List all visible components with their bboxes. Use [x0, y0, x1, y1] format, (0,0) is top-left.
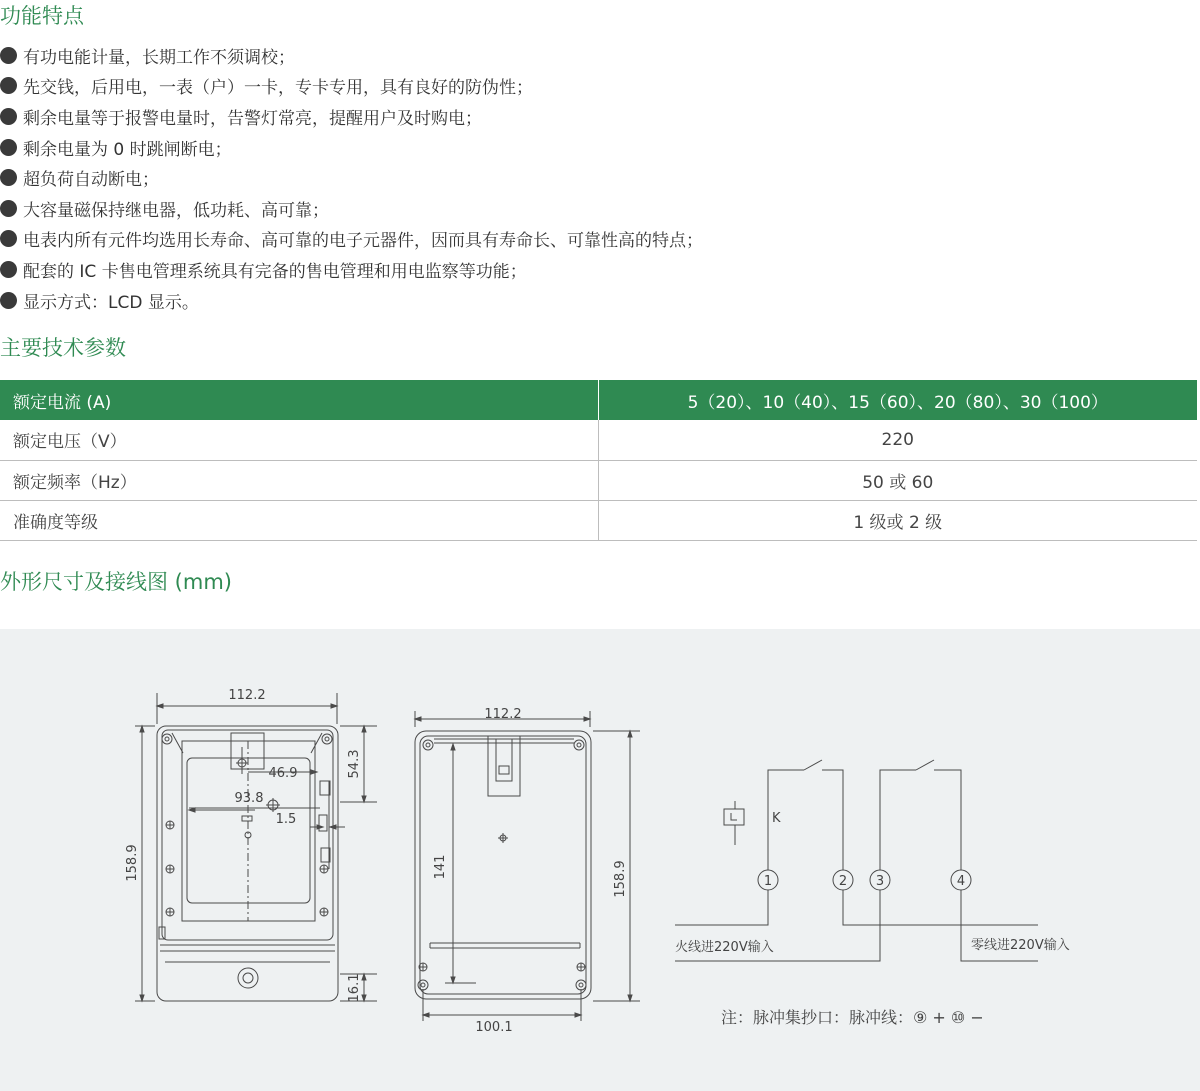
param-key: 额定电压（V）: [0, 420, 598, 460]
params-title: 主要技术参数: [0, 336, 126, 360]
table-row: [0, 460, 1197, 500]
feature-text: 大容量磁保持继电器，低功耗、高可靠；: [23, 200, 329, 221]
feature-item: [0, 162, 1190, 193]
param-key: 额定频率（Hz）: [0, 460, 598, 500]
param-value: 1 级或 2 级: [598, 500, 1197, 540]
params-table: [0, 380, 1197, 541]
feature-text: 剩余电量为 0 时跳闸断电；: [23, 139, 232, 160]
feature-text: 显示方式：LCD 显示。: [23, 292, 199, 313]
feature-text: 有功电能计量，长期工作不须调校；: [23, 47, 295, 68]
neutral-wire-label: 零线进220V输入: [971, 938, 1070, 953]
feature-text: 超负荷自动断电；: [23, 170, 159, 191]
technical-drawing: [0, 629, 1200, 1091]
feature-text: 配套的 IC 卡售电管理系统具有完备的售电管理和用电监察等功能；: [23, 261, 527, 282]
wiring-diagram: [675, 760, 1038, 961]
feature-item: [0, 101, 1190, 132]
front-view: [135, 693, 377, 1001]
table-row: [0, 420, 1197, 460]
feature-item: [0, 71, 1190, 102]
back-width-label: 112.2: [484, 707, 522, 722]
dims-title: 外形尺寸及接线图 (mm): [0, 570, 232, 594]
dim-16-1-label: 16.1: [347, 973, 362, 1003]
param-key: 额定电流 (A): [0, 380, 598, 420]
live-wire-label: 火线进220V输入: [675, 940, 774, 955]
terminal-label: 1: [763, 874, 773, 889]
back-view: [415, 711, 640, 1021]
bullet-icon: [0, 292, 17, 309]
back-height-label: 158.9: [613, 860, 628, 898]
dim-54-3-label: 54.3: [347, 749, 362, 779]
bullet-icon: [0, 200, 17, 217]
param-value: 5（20）、10（40）、15（60）、20（80）、30（100）: [598, 380, 1197, 420]
front-height-label: 158.9: [125, 844, 140, 882]
table-row: [0, 500, 1197, 540]
param-value: 50 或 60: [598, 460, 1197, 500]
feature-item: [0, 193, 1190, 224]
param-value: 220: [598, 420, 1197, 460]
bullet-icon: [0, 139, 17, 156]
bullet-icon: [0, 77, 17, 94]
dim-46-9-label: 46.9: [268, 766, 298, 781]
drawing-area: [0, 629, 1200, 1091]
dim-1-5-label: 1.5: [275, 812, 297, 827]
back-inner-height-label: 141: [433, 854, 448, 880]
relay-label: K: [772, 811, 781, 826]
terminal-label: 3: [875, 874, 885, 889]
bullet-icon: [0, 169, 17, 186]
bullet-icon: [0, 47, 17, 64]
feature-item: [0, 254, 1190, 285]
bullet-icon: [0, 230, 17, 247]
feature-text: 电表内所有元件均选用长寿命、高可靠的电子元器件，因而具有寿命长、可靠性高的特点；: [23, 231, 703, 252]
bullet-icon: [0, 108, 17, 125]
feature-item: [0, 40, 1190, 71]
feature-list: [0, 40, 1190, 315]
param-key: 准确度等级: [0, 500, 598, 540]
back-bottom-width-label: 100.1: [475, 1020, 513, 1035]
pulse-note: 注：脉冲集抄口：脉冲线：⑨ + ⑩ −: [721, 1008, 984, 1027]
feature-item: [0, 224, 1190, 255]
terminal-label: 4: [956, 874, 966, 889]
features-title: 功能特点: [0, 4, 84, 28]
dim-93-8-label: 93.8: [234, 791, 264, 806]
front-width-label: 112.2: [228, 688, 266, 703]
params-header-row: [0, 380, 1197, 420]
feature-text: 剩余电量等于报警电量时，告警灯常亮，提醒用户及时购电；: [23, 108, 482, 129]
feature-item: [0, 285, 1190, 316]
feature-item: [0, 132, 1190, 163]
bullet-icon: [0, 261, 17, 278]
feature-text: 先交钱，后用电，一表（户）一卡，专卡专用，具有良好的防伪性；: [23, 78, 533, 99]
terminal-label: 2: [838, 874, 848, 889]
